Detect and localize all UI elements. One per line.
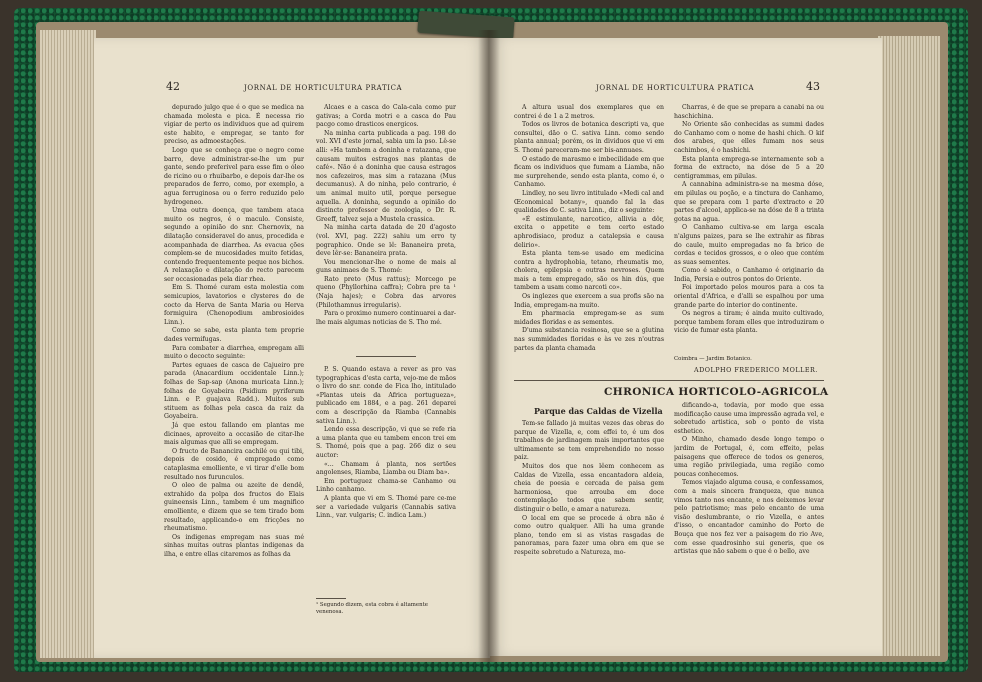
right-page-edges: [878, 36, 940, 656]
footnote: ¹ Segundo dizem, esta cobra é altamente venenosa.: [316, 602, 428, 615]
paragraph: Charras, é de que se prepara a canabi na ou haschichina.: [674, 104, 824, 120]
right-page: [488, 38, 882, 656]
paragraph: Rato preto (Mus rattus); Morcego pe queno (Phyllorhina caffra); Cobra pre ta ¹ (Naja hajes); e Cobra das arvores (Philothamnus irregularis).: [316, 275, 456, 309]
paragraph: Todos os livros de botanica descripti va, que consultei, dão o C. sativa Linn. como sendo planta annual; porém, os in dividuos que vi em S. Thomé pareceram-me ser bis-annuaes.: [514, 121, 664, 154]
running-head: JORNAL DE HORTICULTURA PRATICA: [596, 84, 755, 92]
paragraph: Na minha carta publicada a pag. 198 do vol. XVI d'este jornal, sabia um la pso. Lê-se alli: «Ha tambem a doninha e ratazana, que causam muitos estragos nas plantas de café». Não é a doninha que causa estragos nos cafezeiros, mas sim a ratazana (Mus decumanus). A do ninha, pelo contrario, é um animal muito util, porque persegue aquella. A doninha, segundo a opinião do distincto professor de zoologia, o Dr. R. Greeff, talvez seja a Mustela crassica.: [316, 129, 456, 223]
page-number: 43: [806, 80, 820, 93]
paragraph: Na minha carta datada de 20 d'agosto (vol. XVI, pag. 222) sahiu um erro ty pographico. Onde se lê: Bananeira preta, deve lêr-se: Bananeira prata.: [316, 224, 456, 258]
paragraph: Para combater a diarrhea, empregam alli muito o decocto seguinte:: [164, 344, 304, 361]
signature: ADOLPHO FREDERICO MOLLER.: [694, 366, 818, 374]
paragraph: O oleo de palma ou azeite de dendê, extrahido da polpa dos fructos do Elais guineensis Linn., tambem é um magnifico emolliente, e dizem que se tem tirado bom resultado, applicando-o em fricções no rheumatismo.: [164, 482, 304, 533]
paragraph: O local em que se procede á obra não é como outro qualquer. Alli ha uma grande plano, tendo em si as vistas rasgadas de panoramas, para fazer uma obra em que se respeite sobretudo a Natureza, mo-: [514, 514, 664, 556]
paragraph: Como é sabido, o Canhamo é originario da India, Persia e outros pontos do Oriente.: [674, 267, 824, 283]
paragraph: No Oriente são conhecidas as summi dades do Canhamo com o nome de hashi chich. O kif dos arabes, que elles fumam nos seus cachimbos, é o hashichi.: [674, 121, 824, 154]
paragraph: Alcaes e a casca do Cala-cala como pur gativas; a Corda motri e a casca do Pau pacgo como drasticos energicos.: [316, 104, 456, 129]
paragraph: Logo que se conheça que o negro come barro, deve administrar-se-lhe um pur gante, sendo preferivel para esse fim o óleo de ricino ou o rhuibarbo, e depois dar-lhe os preparados de ferro, como, por exemplo, a agua ferruginosa ou o ferro reduzido pelo hydrogeneo.: [164, 146, 304, 206]
paragraph: P. S. Quando estava a rever as pro vas typographicas d'esta carta, vejo-me de mãos o livro do snr. conde de Fica lho, intitulado «Plantas uteis da Africa portugueza», publicado em 1884, e a pag. 261 deparei com a descripção da Riamba (Cannabis sativa Linn.).: [316, 366, 456, 425]
paragraph: Para o proximo numero continuarei a dar-lhe mais algumas noticias de S. Tho mé.: [316, 310, 456, 326]
paragraph: O Canhamo cultiva-se em larga escala n'alguns paizes, para se lhe extrahir as fibras do caule, muito empregadas no fa brico de cordas e tecidos grossos, e o oleo que contém as suas sementes.: [674, 224, 824, 266]
right-column-2b: [674, 402, 824, 612]
section-rule: [514, 380, 824, 381]
paragraph: Foi importado pelos mouros para a cos ta oriental d'Africa, e d'alli se espalhou por uma grande parte do interior do continente.: [674, 284, 824, 309]
paragraph: Muitos dos que nos lêem conhecem as Caldas de Vizella, essa encantadora aldeia, cheia de poesia e cercada de paisa gem harmoniosa, que arrouba em doce contemplação todos que sabem sentir, distinguir o bello, e amar a natureza.: [514, 462, 664, 513]
book-gutter: [478, 30, 500, 662]
paragraph: Esta planta tem-se usado em medicina contra a hydrophobia, tetano, rheumatis mo, cholera, epilepsia e outras nevroses. Quem mais a tem empregado, são os hin dús, que tambem a usam como narcoti co».: [514, 250, 664, 292]
paragraph: «... Chamam á planta, nos sertões angolenses, Riamba, Liamba ou Diam ba».: [316, 460, 456, 477]
paragraph: Tem-se fallado já muitas vezes das obras do parque de Vizella, e, com effei to, é um dos trabalhos de jardinagem mais importantes que ultimamente se tem emprehendido no nosso paiz.: [514, 420, 664, 462]
left-column-1: [164, 104, 304, 559]
paragraph: Lindley, no seu livro intitulado «Medi cal and Œconomical botany», quando fal la das qualidades do C. sativa Linn., diz o seguinte:: [514, 189, 664, 215]
paragraph: Vou mencionar-lhe o nome de mais al guns animaes de S. Thomé:: [316, 258, 456, 275]
left-page-edges: [40, 30, 96, 658]
footnote-rule: [316, 598, 346, 599]
paragraph: Os negros a tiram; é ainda muito cultivado, porque tambem foram elles que introduziram o vicio de fumar esta planta.: [674, 310, 824, 335]
paragraph: O fructo de Banancira cachilé ou qui tibi, depois de cosido, é empregado como cataplasma emolliente, e vi tirar d'elle bom resultado nos furunculos.: [164, 447, 304, 481]
article-subheading: Parque das Caldas de Vizella: [534, 406, 663, 416]
paragraph: Como se sabe, esta planta tem proprie dades vermifugas.: [164, 327, 304, 344]
paragraph: Lendo essa descripção, vi que se refe ria a uma planta que eu tambem encon trei em S. Thomé, pois que a pag. 266 diz o seu auctor:: [316, 426, 456, 459]
right-column-1: [514, 104, 664, 376]
paragraph: dificando-a, todavia, por modo que essa modificação cause uma impressão agrada vel, e sobretudo artistica, sob o ponto de vista esthetico.: [674, 402, 824, 435]
paragraph: Em pharmacia empregam-se as sum midades floridas e as sementes.: [514, 310, 664, 326]
paragraph: Partes eguaes de casca de Cajueiro pre parada (Anacardium occidentale Linn.); folhas de Sap-sap (Anona muricata Linn.); folhas de Goyabeira (Psidium pyriferum Linn. e P. guajava Radd.). Muitos sub stituem as folhas pela casca da raiz da Goyabeira.: [164, 361, 304, 421]
signature-note: Coimbra — Jardim Botanico.: [674, 356, 752, 362]
paragraph: «É estimulante, narcotico, allivia a dôr, excita o appetite e tem certo estado aphrodisiaco, produz a catalepsia e causa delirio».: [514, 215, 664, 249]
section-title: CHRONICA HORTICOLO-AGRICOLA: [604, 386, 829, 398]
right-column-1b: [514, 420, 664, 610]
left-column-2a: [316, 104, 456, 344]
left-page: [94, 38, 490, 658]
paragraph: A planta que vi em S. Thomé pare ce-me ser a variedade vulgaris (Cannabis sativa Linn., var. vulgaris; C. indica Lam.): [316, 494, 456, 520]
paragraph: D'uma substancia resinosa, que se a glutina nas summidades floridas e às ve zes n'outras partes da planta chamada: [514, 327, 664, 352]
paragraph: Uma outra doença, que tambem ataca muito os negros, é o maculo. Consiste, segundo a opinião do snr. Chernovix, na dilatação consideravel do anus, procedida e acompanhada de diarrhea. As evacua ções complem-se de mucosidades muito fetidas, contendo frequentemente peque nos bichos. A relaxação e dilatação do recto parecem ser occasionadas pela diar rhea.: [164, 207, 304, 283]
page-number: 42: [166, 80, 180, 93]
paragraph: A altura usual dos exemplares que en contrei é de 1 a 2 metros.: [514, 104, 664, 120]
running-head: JORNAL DE HORTICULTURA PRATICA: [244, 84, 403, 92]
paragraph: O estado de marasmo e imbecilidade em que ficam os individuos que fumam a Liamba, não me surprehende, sendo esta planta, como é, o Canhamo.: [514, 155, 664, 189]
paragraph: Os inglezes que exercem a sua profis são na India, empregam-na muito.: [514, 293, 664, 309]
paragraph: Já que estou fallando em plantas me dicinaes, aproveito a occasião de citar-lhe mais algumas que alli se empregam.: [164, 421, 304, 447]
paragraph: Temos viajado alguma cousa, e confessamos, com a mais sincera franqueza, que nunca vimos tanto nos encante, e nos deixemos levar pelo patriotismo; mas pelo encanto de uma visão deslumbrante, o rio Vizella, e antes d'isso, o encantador caminho do Porto de Bouça que nos fez ver a paisagem do rio Ave, com esse quadrosinho sui generis, que os artistas que não sabem o que é o bello, ave: [674, 479, 824, 556]
paragraph: O Minho, chamado desde longo tempo o jardim de Portugal, é, com effeito, pelas paisagens que offerece de todos os generos, uma região privilegiada, uma região como poucas conhecemos.: [674, 436, 824, 478]
paragraph: A cannabina administra-se na mesma dóse, em pilulas ou poção, e a tinctura do Canhamo, que se prepara com 1 parte d'extracto e 20 partes d'alcool, applica-se na dóse de 8 a trinta gotas na agua.: [674, 181, 824, 223]
right-column-2: [674, 104, 824, 352]
paragraph: Esta planta emprega-se internamente sob a forma de extracto, na dóse de 5 a 20 centigrammas, em pilulas.: [674, 155, 824, 180]
paragraph: Os indigenas empregam nas suas mé sinhas muitas outras plantas indigenas da ilha, e entre ellas citaremos as folhas da: [164, 533, 304, 558]
separator-rule: [356, 356, 416, 357]
paragraph: Em portuguez chama-se Canhamo ou Linho canhamo.: [316, 477, 456, 494]
left-column-2b: [316, 366, 456, 596]
paragraph: Em S. Thomé curam esta molestia com semicupios, lavatorios e clysteres do de cocto da Herva de Santa Maria ou Herva formiguira (Chenopodium ambrosioides Linn.).: [164, 284, 304, 326]
paragraph: depurado julgo que é o que se medica na chamada molesta e pica. É necessa rio vigiar de perto os individuos que ad quirem este habito, e empregar, se tanto for preciso, as admoestações.: [164, 104, 304, 146]
